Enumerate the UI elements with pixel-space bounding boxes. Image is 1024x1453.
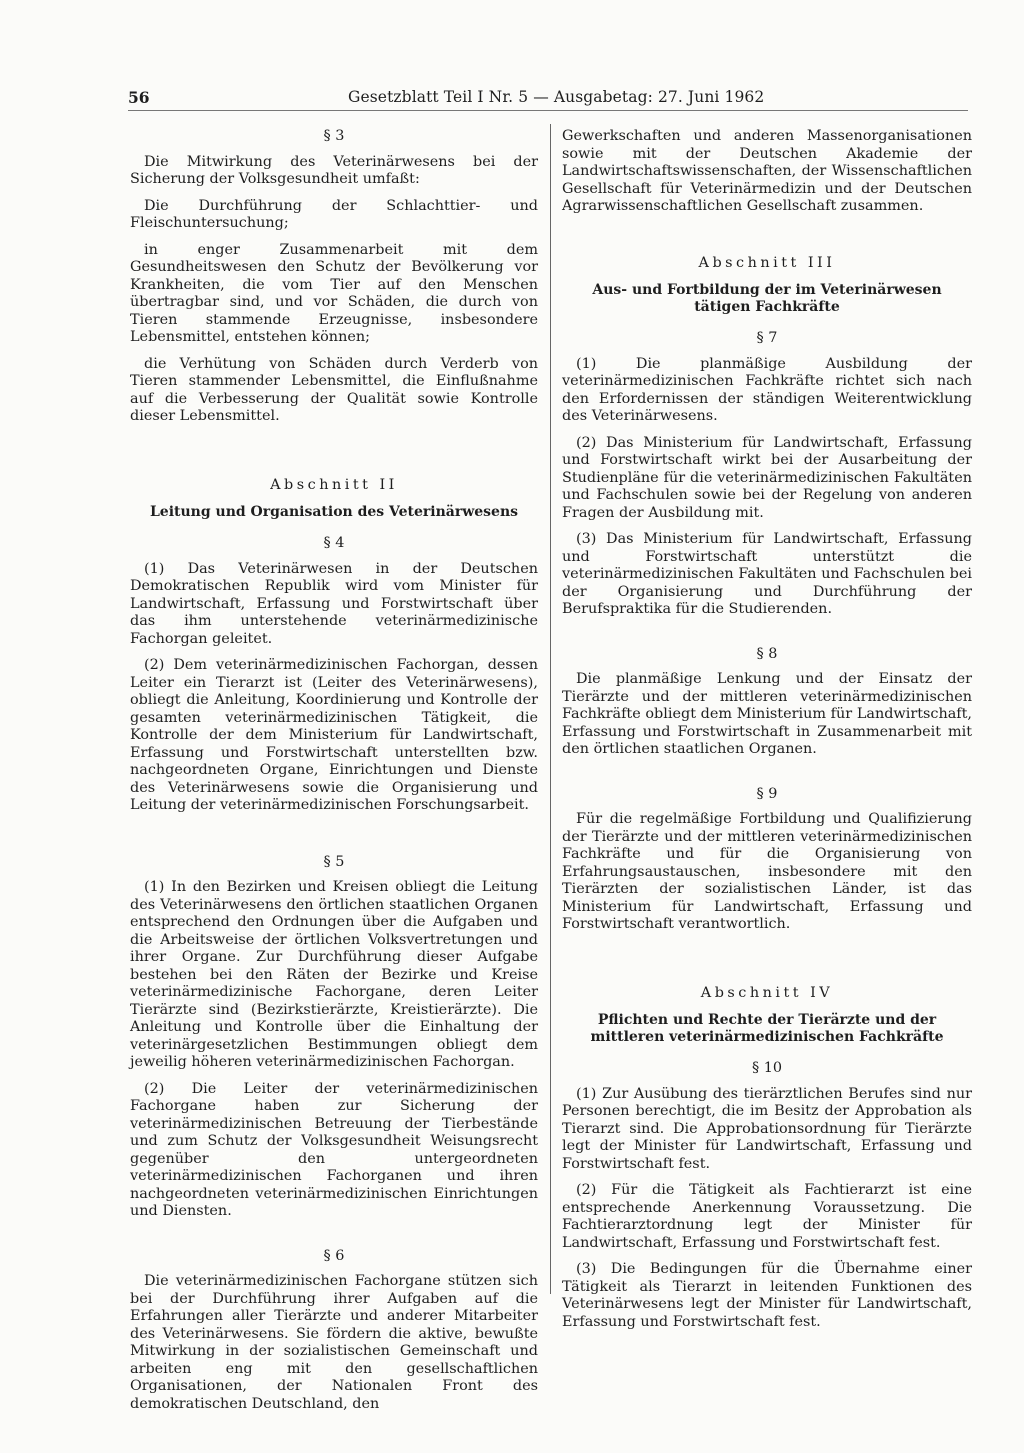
paragraph-5-text-2: (2) Die Leiter der veterinärmedizinischen Fachorgane haben zur Sicherung der veterinärmedizinischen Betreuung der Tierbestände und zum Schutz der Volksgesundheit Weisungsrecht gegenüber den untergeordneten veterinärmedizinischen Fachorganen und ihren nachgeordneten veterinärmedizinischen Einrichtungen und Diensten. xyxy=(130,1080,538,1219)
abschnitt-3-title: Aus- und Fortbildung der im Veterinärwesen tätigen Fachkräfte xyxy=(592,282,942,315)
abschnitt-2-title: Leitung und Organisation des Veterinärwesens xyxy=(149,504,519,520)
paragraph-10-text-2: (2) Für die Tätigkeit als Fachtierarzt ist eine entsprechende Anerkennung Voraussetzung. Die Fachtierarztordnung legt der Minister für Landwirtschaft, Erfassung und Forstwirtschaft fest. xyxy=(562,1182,972,1251)
abschnitt-4-title: Pflichten und Rechte der Tierärzte und der mittleren veterinärmedizinischen Fachkräfte xyxy=(590,1012,944,1045)
abschnitt-2-heading: Abschnitt II xyxy=(270,476,398,493)
paragraph-8-text-1: Die planmäßige Lenkung und der Einsatz der Tierärzte und der mittleren veterinärmedizinischen Fachkräfte obliegt dem Ministerium für Landwirtschaft, Erfassung und Forstwirtschaft in Zusammenarbeit mit den örtlichen staatlichen Organen. xyxy=(562,671,972,757)
paragraph-9-text-1: Für die regelmäßige Fortbildung und Qualifizierung der Tierärzte und der mittleren veterinärmedizinischen Fachkräfte und für die Organisierung von Erfahrungsaustauschen, insbesondere mit den Tierärzten der sozialistischen Länder, ist das Ministerium für Landwirtschaft, Erfassung und Forstwirtschaft verantwortlich. xyxy=(562,811,972,932)
paragraph-4-text-1: (1) Das Veterinärwesen in der Deutschen Demokratischen Republik wird vom Minister für Landwirtschaft, Erfassung und Forstwirtschaft über das ihm unterstehende veterinärmedizinische Fachorgan geleitet. xyxy=(130,560,538,647)
left-column xyxy=(130,128,538,1422)
abschnitt-4-heading: Abschnitt IV xyxy=(700,984,834,1001)
header-title: Gesetzblatt Teil I Nr. 5 — Ausgabetag: 27. Juni 1962 xyxy=(348,88,765,106)
paragraph-10-text-3: (3) Die Bedingungen für die Übernahme einer Tätigkeit als Tierarzt in leitenden Funktionen des Veterinärwesens legt der Minister für Landwirtschaft, Erfassung und Forstwirtschaft fest. xyxy=(562,1261,972,1330)
paragraph-3-heading: § 3 xyxy=(323,128,345,144)
page-header xyxy=(128,88,968,111)
column-divider xyxy=(550,124,551,1294)
paragraph-4-heading: § 4 xyxy=(323,535,345,551)
paragraph-3-text-4: die Verhütung von Schäden durch Verderb von Tieren stammender Lebensmittel, die Einflußnahme auf die Verbesserung der Qualität sowie Kontrolle dieser Lebensmittel. xyxy=(130,355,538,424)
right-column xyxy=(562,128,972,1340)
paragraph-6-continued: Gewerkschaften und anderen Massenorganisationen sowie mit der Deutschen Akademie der Landwirtschaftswissenschaften, der Wissenschaftlichen Gesellschaft für Veterinärmedizin und der Deutschen Agrarwissenschaftlichen Gesellschaft zusammen. xyxy=(562,128,972,214)
paragraph-7-text-3: (3) Das Ministerium für Landwirtschaft, Erfassung und Forstwirtschaft unterstützt die veterinärmedizinischen Fakultäten und Fachschulen bei der Organisierung und Durchführung der Berufspraktika für die Studierenden. xyxy=(562,531,972,617)
paragraph-5-text-1: (1) In den Bezirken und Kreisen obliegt die Leitung des Veterinärwesens den örtlichen staatlichen Organen entsprechend den Ordnungen über die Aufgaben und die Arbeitsweise der örtlichen Volksvertretungen und ihrer Organe. Zur Durchführung dieser Aufgabe bestehen bei den Räten der Bezirke und Kreise veterinärmedizinische Fachorgane, deren Leiter Tierärzte sind (Bezirkstierärzte, Kreistierärzte). Die Anleitung und Kontrolle über die Einhaltung der veterinärgesetzlichen Bestimmungen obliegt dem jeweilig höheren veterinärmedizinischen Fachorgan. xyxy=(130,879,538,1070)
paragraph-10-heading: § 10 xyxy=(751,1060,783,1076)
paragraph-3-text-3: in enger Zusammenarbeit mit dem Gesundheitswesen den Schutz der Bevölkerung vor Krankheiten, die vom Tier auf den Menschen übertragbar sind, und vor Schäden, die durch von Tieren stammende Erzeugnisse, insbesondere Lebensmittel, entstehen können; xyxy=(130,241,538,345)
paragraph-6-text-1: Die veterinärmedizinischen Fachorgane stützen sich bei der Durchführung ihrer Aufgaben auf die Erfahrungen aller Tierärzte und anderer Mitarbeiter des Veterinärwesens. Sie fördern die aktive, bewußte Mitwirkung in der sozialistischen Gemeinschaft und arbeiten eng mit den gesellschaftlichen Organisationen, der Nationalen Front des demokratischen Deutschland, den xyxy=(130,1273,538,1412)
paragraph-7-text-1: (1) Die planmäßige Ausbildung der veterinärmedizinischen Fachkräfte richtet sich nach den Erfordernissen der ständigen Weiterentwicklung des Veterinärwesens. xyxy=(562,355,972,424)
abschnitt-3-heading: Abschnitt III xyxy=(698,254,836,271)
paragraph-9-heading: § 9 xyxy=(756,785,778,802)
paragraph-10-text-1: (1) Zur Ausübung des tierärztlichen Berufes sind nur Personen berechtigt, die im Besitz der Approbation als Tierarzt sind. Die Approbationsordnung für Tierärzte legt der Minister für Landwirtschaft, Erfassung und Forstwirtschaft fest. xyxy=(562,1085,972,1172)
paragraph-8-heading: § 8 xyxy=(756,645,778,662)
paragraph-3-text-1: Die Mitwirkung des Veterinärwesens bei der Sicherung der Volksgesundheit umfaßt: xyxy=(130,153,538,187)
paragraph-6-heading: § 6 xyxy=(323,1247,345,1264)
paragraph-3-text-2: Die Durchführung der Schlachttier- und Fleischuntersuchung; xyxy=(130,197,538,231)
paragraph-7-text-2: (2) Das Ministerium für Landwirtschaft, Erfassung und Forstwirtschaft wirkt bei der Ausarbeitung der Studienpläne für die veterinärmedizinischen Fakultäten und Fachschulen sowie bei der Regelung von anderen Fragen der Ausbildung mit. xyxy=(562,434,972,521)
paragraph-4-text-2: (2) Dem veterinärmedizinischen Fachorgan, dessen Leiter ein Tierarzt ist (Leiter des Veterinärwesens), obliegt die Anleitung, Koordinierung und Kontrolle der gesamten veterinärmedizinischen Tätigkeit, die Kontrolle der dem Ministerium für Landwirtschaft, Erfassung und Forstwirtschaft unterstellten bzw. nachgeordneten Organe, Einrichtungen und Dienste des Veterinärwesens sowie die Organisierung und Leitung der veterinärmedizinischen Forschungsarbeit. xyxy=(130,657,538,813)
page-number: 56 xyxy=(128,88,150,107)
paragraph-5-heading: § 5 xyxy=(323,853,345,870)
paragraph-7-heading: § 7 xyxy=(756,330,778,346)
